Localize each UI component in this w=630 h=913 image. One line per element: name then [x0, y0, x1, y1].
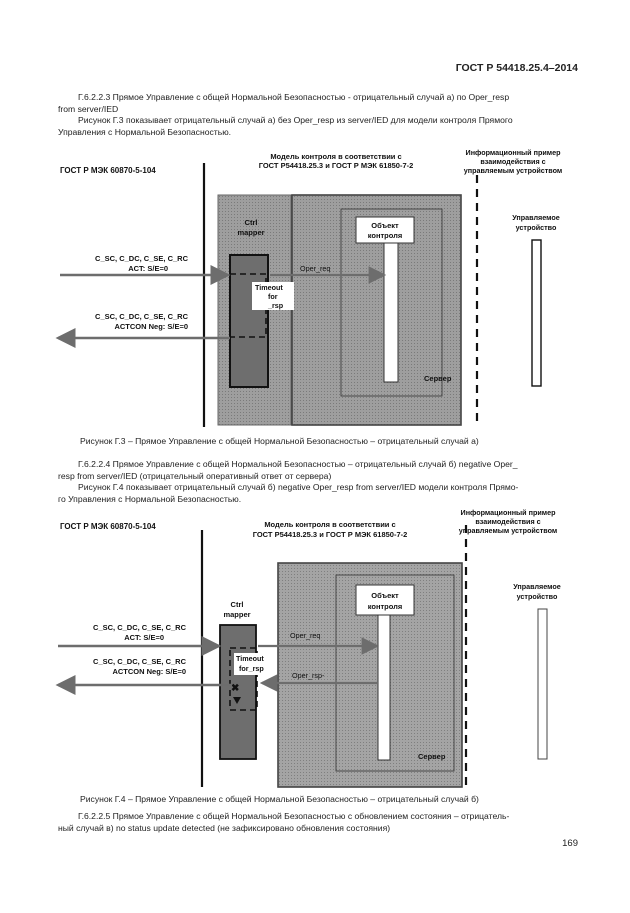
paragraph-line: from server/IED — [58, 103, 119, 114]
fig4-cross-icon: ✖ — [231, 683, 240, 694]
paragraph-line: Управления с Нормальной Безопасностью. — [58, 126, 232, 137]
fig3-timeout-label: for — [268, 292, 278, 301]
fig3-mapper-label: Ctrl — [244, 218, 258, 227]
figure-g4-diagram — [0, 505, 630, 790]
figure-g3-caption: Рисунок Г.3 – Прямое Управление с общей Нормальной Безопасностью – отрицательный случай а) — [80, 436, 479, 446]
fig4-server-label: Сервер — [418, 752, 446, 761]
fig4-command-label: C_SC, C_DC, C_SE, C_RC — [93, 623, 186, 632]
paragraph-line: Г.6.2.2.5 Прямое Управление с общей Нормальной Безопасностью с обновлением состояния – отрицатель- — [78, 811, 510, 821]
fig4-device-lifeline — [538, 609, 547, 759]
document-header: ГОСТ Р 54418.25.4–2014 — [455, 62, 578, 74]
fig4-negative-label: ACTCON Neg: S/E=0 — [112, 667, 186, 676]
fig3-negative-label: C_SC, C_DC, C_SE, C_RC — [95, 312, 188, 321]
fig3-left-title: ГОСТ Р МЭК 60870-5-104 — [60, 166, 156, 175]
fig4-right-title: Информационный пример — [460, 508, 556, 517]
paragraph-line: ный случай в) no status update detected (не зафиксировано обновления состояния) — [58, 822, 391, 833]
paragraph-g6225 — [58, 811, 598, 834]
fig3-timeout-label: _rsp — [268, 301, 284, 310]
paragraph-line: Г.6.2.2.3 Прямое Управление с общей Нормальной Безопасностью - отрицательный случай а) по Oper_resp — [78, 92, 510, 102]
fig3-device-label: устройство — [515, 223, 557, 232]
paragraph-line: Г.6.2.2.4 Прямое Управление с общей Нормальной Безопасностью – отрицательный случай б) negative Oper_ — [78, 459, 518, 469]
fig4-right-title: управляемым устройством — [458, 526, 558, 535]
fig4-object-label: Объект — [371, 591, 399, 600]
fig3-right-title: управляемым устройством — [463, 166, 563, 175]
page-number: 169 — [562, 838, 578, 849]
paragraph-line: го Управления с Нормальной Безопасностью. — [58, 493, 242, 504]
fig4-oper-rsp-label: Oper_rsp- — [292, 671, 325, 680]
paragraph-line: Рисунок Г.4 показывает отрицательный случай б) negative Oper_resp from server/IED модели контроля Прямо- — [78, 482, 519, 492]
fig4-object-label: контроля — [367, 602, 403, 611]
figure-g4-caption: Рисунок Г.4 – Прямое Управление с общей Нормальной Безопасностью – отрицательный случай б) — [80, 794, 479, 804]
fig3-mid-title: ГОСТ Р54418.25.3 и ГОСТ Р МЭК 61850-7-2 — [258, 161, 414, 170]
fig4-device-label: Управляемое — [513, 582, 561, 591]
fig4-right-title: взаимодействия с — [475, 517, 541, 526]
fig4-mid-title: ГОСТ Р54418.25.3 и ГОСТ Р МЭК 61850-7-2 — [252, 530, 408, 539]
fig3-mapper-label: mapper — [237, 228, 265, 237]
paragraph-g6223 — [58, 92, 598, 138]
fig4-command-label: ACT: S/E=0 — [124, 633, 164, 642]
fig4-mid-title: Модель контроля в соответствии с — [264, 520, 396, 529]
fig4-object-lifeline — [378, 615, 390, 760]
paragraph-g6224 — [58, 459, 598, 505]
fig4-negative-label: C_SC, C_DC, C_SE, C_RC — [93, 657, 186, 666]
fig3-object-label: Объект — [371, 221, 399, 230]
fig4-mapper-label: mapper — [223, 610, 251, 619]
fig3-server-label: Сервер — [424, 374, 452, 383]
fig3-negative-label: ACTCON Neg: S/E=0 — [114, 322, 188, 331]
fig3-oper-req-label: Oper_req — [300, 264, 331, 273]
fig4-oper-req-label: Oper_req — [290, 631, 321, 640]
fig3-right-title: взаимодействия с — [480, 157, 546, 166]
fig3-right-title: Информационный пример — [465, 148, 561, 157]
paragraph-line: resp from server/IED (отрицательный оперативный ответ от сервера) — [58, 470, 332, 481]
fig3-mid-title: Модель контроля в соответствии с — [270, 152, 402, 161]
fig4-timeout-label: for_rsp — [239, 664, 264, 673]
fig3-object-label: контроля — [367, 231, 403, 240]
fig4-timeout-label: Timeout — [236, 654, 264, 663]
fig3-device-label: Управляемое — [512, 213, 560, 222]
fig4-mapper-label: Ctrl — [230, 600, 244, 609]
fig4-left-title: ГОСТ Р МЭК 60870-5-104 — [60, 522, 156, 531]
paragraph-line: Рисунок Г.3 показывает отрицательный случай а) без Oper_resp из server/IED для модели контроля Прямого — [78, 115, 513, 125]
fig3-command-label: ACT: S/E=0 — [128, 264, 168, 273]
fig3-timeout-label: Timeout — [255, 283, 283, 292]
figure-g3-diagram — [0, 145, 630, 430]
fig3-device-lifeline — [532, 240, 541, 386]
fig3-object-lifeline — [384, 243, 398, 382]
fig4-device-label: устройство — [516, 592, 558, 601]
fig3-command-label: C_SC, C_DC, C_SE, C_RC — [95, 254, 188, 263]
